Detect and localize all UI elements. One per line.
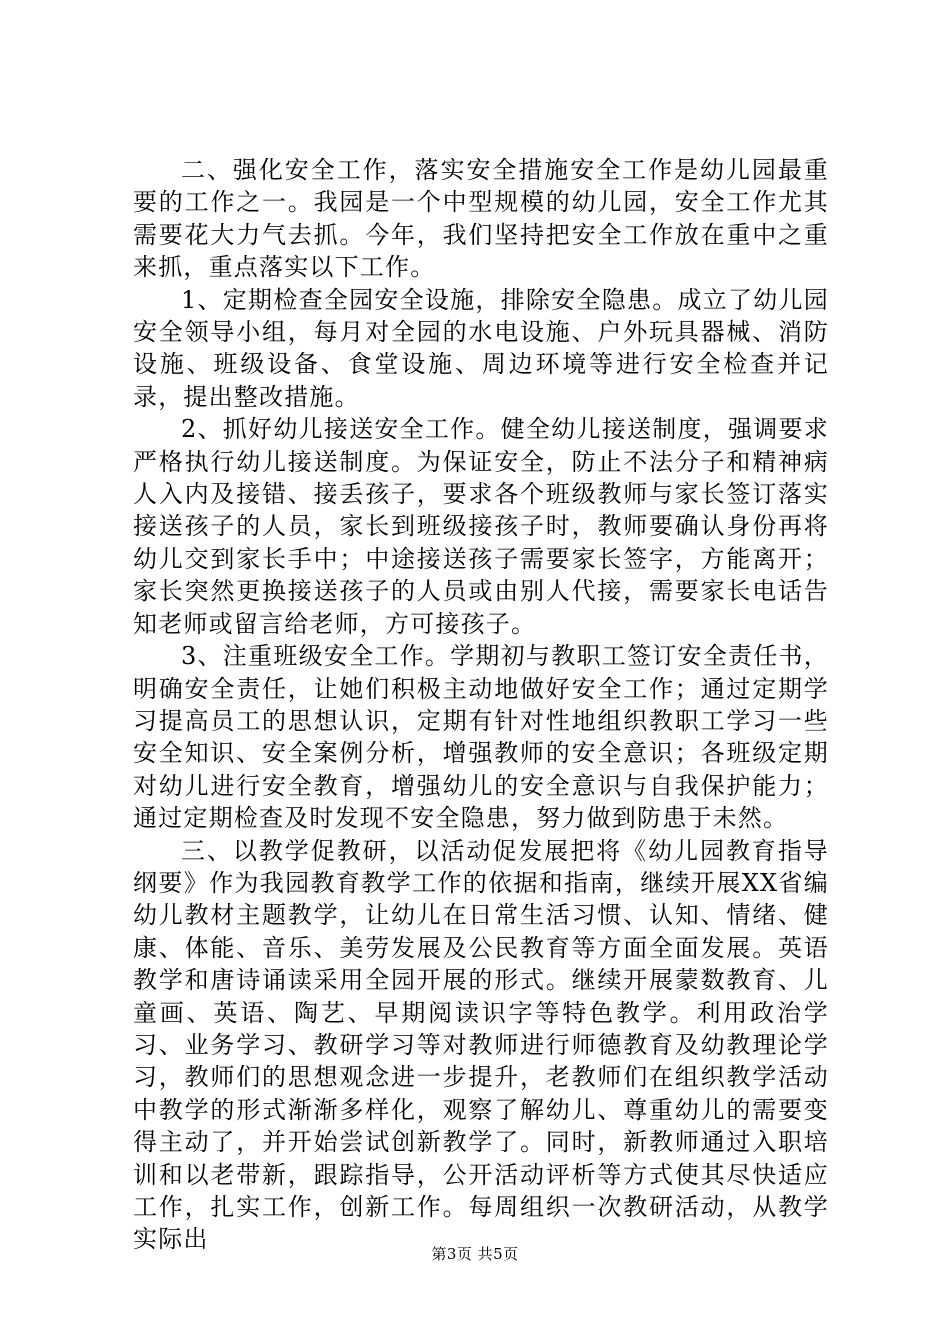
paragraph-pickup-safety: 2、抓好幼儿接送安全工作。健全幼儿接送制度，强调要求严格执行幼儿接送制度。为保证安全，防止不法分子和精神病人入内及接错、接丢孩子，要求各个班级教师与家长签订落实接送孩子的人员，家长到班级接孩子时，教师要确认身份再将幼儿交到家长手中；中途接送孩子需要家长签字，方能离开；家长突然更换接送孩子的人员或由别人代接，需要家长电话告知老师或留言给老师，方可接孩子。 xyxy=(133,415,829,638)
document-body xyxy=(133,154,829,1256)
paragraph-safety-intro: 二、强化安全工作，落实安全措施安全工作是幼儿园最重要的工作之一。我园是一个中型规模的幼儿园，安全工作尤其需要花大力气去抓。今年，我们坚持把安全工作放在重中之重来抓，重点落实以下工作。 xyxy=(133,156,829,282)
page-number-footer: 第3页 共5页 xyxy=(431,1245,519,1263)
paragraph-teaching-research: 三、以教学促教研，以活动促发展把将《幼儿园教育指导纲要》作为我园教育教学工作的依据和指南，继续开展XX省编幼儿教材主题教学，让幼儿在日常生活习惯、认知、情绪、健康、体能、音乐、美劳发展及公民教育等方面全面发展。英语教学和唐诗诵读采用全园开展的形式。继续开展蒙数教育、儿童画、英语、陶艺、早期阅读识字等特色教学。利用政治学习、业务学习、教研学习等对教师进行师德教育及幼教理论学习，教师们的思想观念进一步提升，老教师们在组织教学活动中教学的形式渐渐多样化，观察了解幼儿、尊重幼儿的需要变得主动了，并开始尝试创新教学了。同时，新教师通过入职培训和以老带新，跟踪指导，公开活动评析等方式使其尽快适应工作，扎实工作，创新工作。每周组织一次教研活动，从教学实际出 xyxy=(133,836,829,1254)
paragraph-safety-facilities: 1、定期检查全园安全设施，排除安全隐患。成立了幼儿园安全领导小组，每月对全园的水电设施、户外玩具器械、消防设施、班级设备、食堂设施、周边环境等进行安全检查并记录，提出整改措施。 xyxy=(133,285,829,411)
paragraph-class-safety: 3、注重班级安全工作。学期初与教职工签订安全责任书，明确安全责任，让她们积极主动地做好安全工作；通过定期学习提高员工的思想认识，定期有针对性地组织教职工学习一些安全知识、安全案例分析，增强教师的安全意识；各班级定期对幼儿进行安全教育，增强幼儿的安全意识与自我保护能力；通过定期检查及时发现不安全隐患，努力做到防患于未然。 xyxy=(133,642,829,833)
